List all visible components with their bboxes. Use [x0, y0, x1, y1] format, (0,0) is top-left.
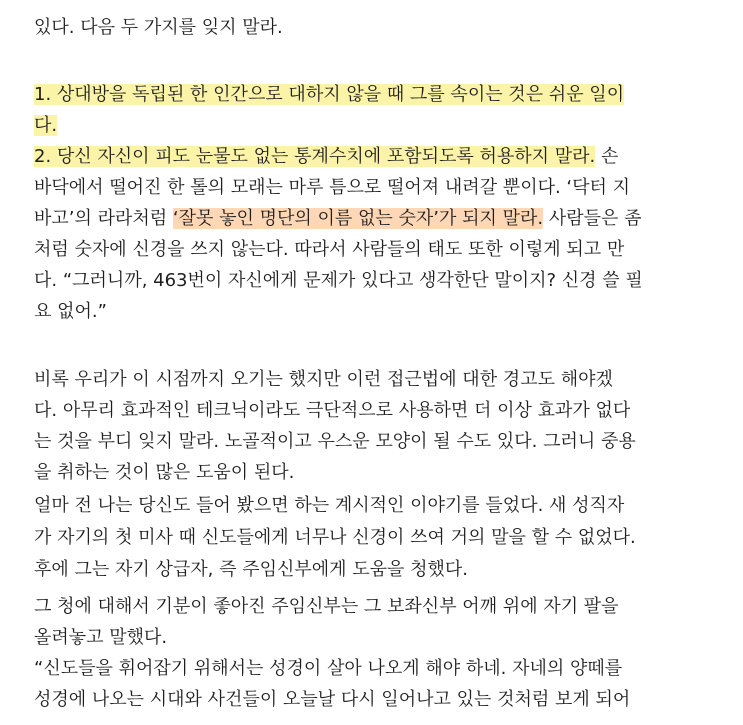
text-line — [34, 592, 699, 621]
text-span: “신도들을 휘어잡기 위해서는 성경이 살아 나오게 해야 하네. 자네의 양떼를 — [34, 658, 623, 679]
text-line — [34, 623, 699, 652]
text-line — [34, 427, 699, 456]
text-span: 바고’의 라라처럼 — [34, 208, 173, 229]
text-span: 다. “그러니까, 463번이 자신에게 문제가 있다고 생각한단 말이지? 신경 쓸 필 — [34, 270, 643, 291]
text-line — [34, 80, 699, 109]
text-line — [34, 235, 699, 264]
text-span: 처럼 숫자에 신경을 쓰지 않는다. 따라서 사람들의 태도 또한 이렇게 되고 만 — [34, 239, 625, 260]
text-line — [34, 173, 699, 202]
text-span: 올려놓고 말했다. — [34, 627, 168, 648]
text-line — [34, 111, 699, 140]
text-line — [34, 654, 699, 683]
text-line — [34, 142, 699, 171]
text-span: 있다. 다음 두 가지를 잊지 말라. — [34, 17, 283, 38]
text-line — [34, 13, 699, 42]
text-line — [34, 685, 699, 714]
text-span: 사람들은 좀 — [543, 208, 642, 229]
text-span: 손 — [595, 146, 619, 167]
text-span: 성경에 나오는 시대와 사건들이 오늘날 다시 일어나고 있는 것처럼 보게 되어 — [34, 689, 631, 710]
text-line — [34, 297, 699, 326]
text-span: 바닥에서 떨어진 한 톨의 모래는 마루 틈으로 떨어져 내려갈 뿐이다. ‘닥터 지 — [34, 177, 631, 198]
text-line — [34, 555, 699, 584]
text-span: 후에 그는 자기 상급자, 즉 주임신부에게 도움을 청했다. — [34, 559, 469, 580]
text-line — [34, 396, 699, 425]
text-line — [34, 204, 699, 233]
text-span: 다. 아무리 효과적인 테크닉이라도 극단적으로 사용하면 더 이상 효과가 없다 — [34, 400, 631, 421]
text-span: 비록 우리가 이 시점까지 오기는 했지만 이런 접근법에 대한 경고도 해야겠 — [34, 369, 613, 390]
text-line — [34, 458, 699, 487]
text-span: 을 취하는 것이 많은 도움이 된다. — [34, 462, 295, 483]
text-line — [34, 491, 699, 520]
highlight-orange: ‘잘못 놓인 명단의 이름 없는 숫자’가 되지 말라. — [172, 208, 544, 229]
text-span: 가 자기의 첫 미사 때 신도들에게 너무나 신경이 쓰여 거의 말을 할 수 없었다. — [34, 527, 636, 548]
text-line — [34, 365, 699, 394]
text-span: 그 청에 대해서 기분이 좋아진 주임신부는 그 보좌신부 어깨 위에 자기 팔을 — [34, 596, 619, 617]
text-span: 는 것을 부디 잊지 말라. 노골적이고 우스운 모양이 될 수도 있다. 그러니 중용 — [34, 431, 636, 452]
highlight-yellow: 2. 당신 자신이 피도 눈물도 없는 통계수치에 포함되도록 허용하지 말라. — [34, 146, 596, 167]
text-line — [34, 266, 699, 295]
text-span: 요 없어.” — [34, 301, 107, 322]
highlight-yellow: 1. 상대방을 독립된 한 인간으로 대하지 않을 때 그를 속이는 것은 쉬운 일이 — [34, 84, 625, 105]
highlight-yellow: 다. — [34, 115, 58, 136]
text-line — [34, 523, 699, 552]
text-span: 얼마 전 나는 당신도 들어 봤으면 하는 계시적인 이야기를 들었다. 새 성직자 — [34, 495, 625, 516]
